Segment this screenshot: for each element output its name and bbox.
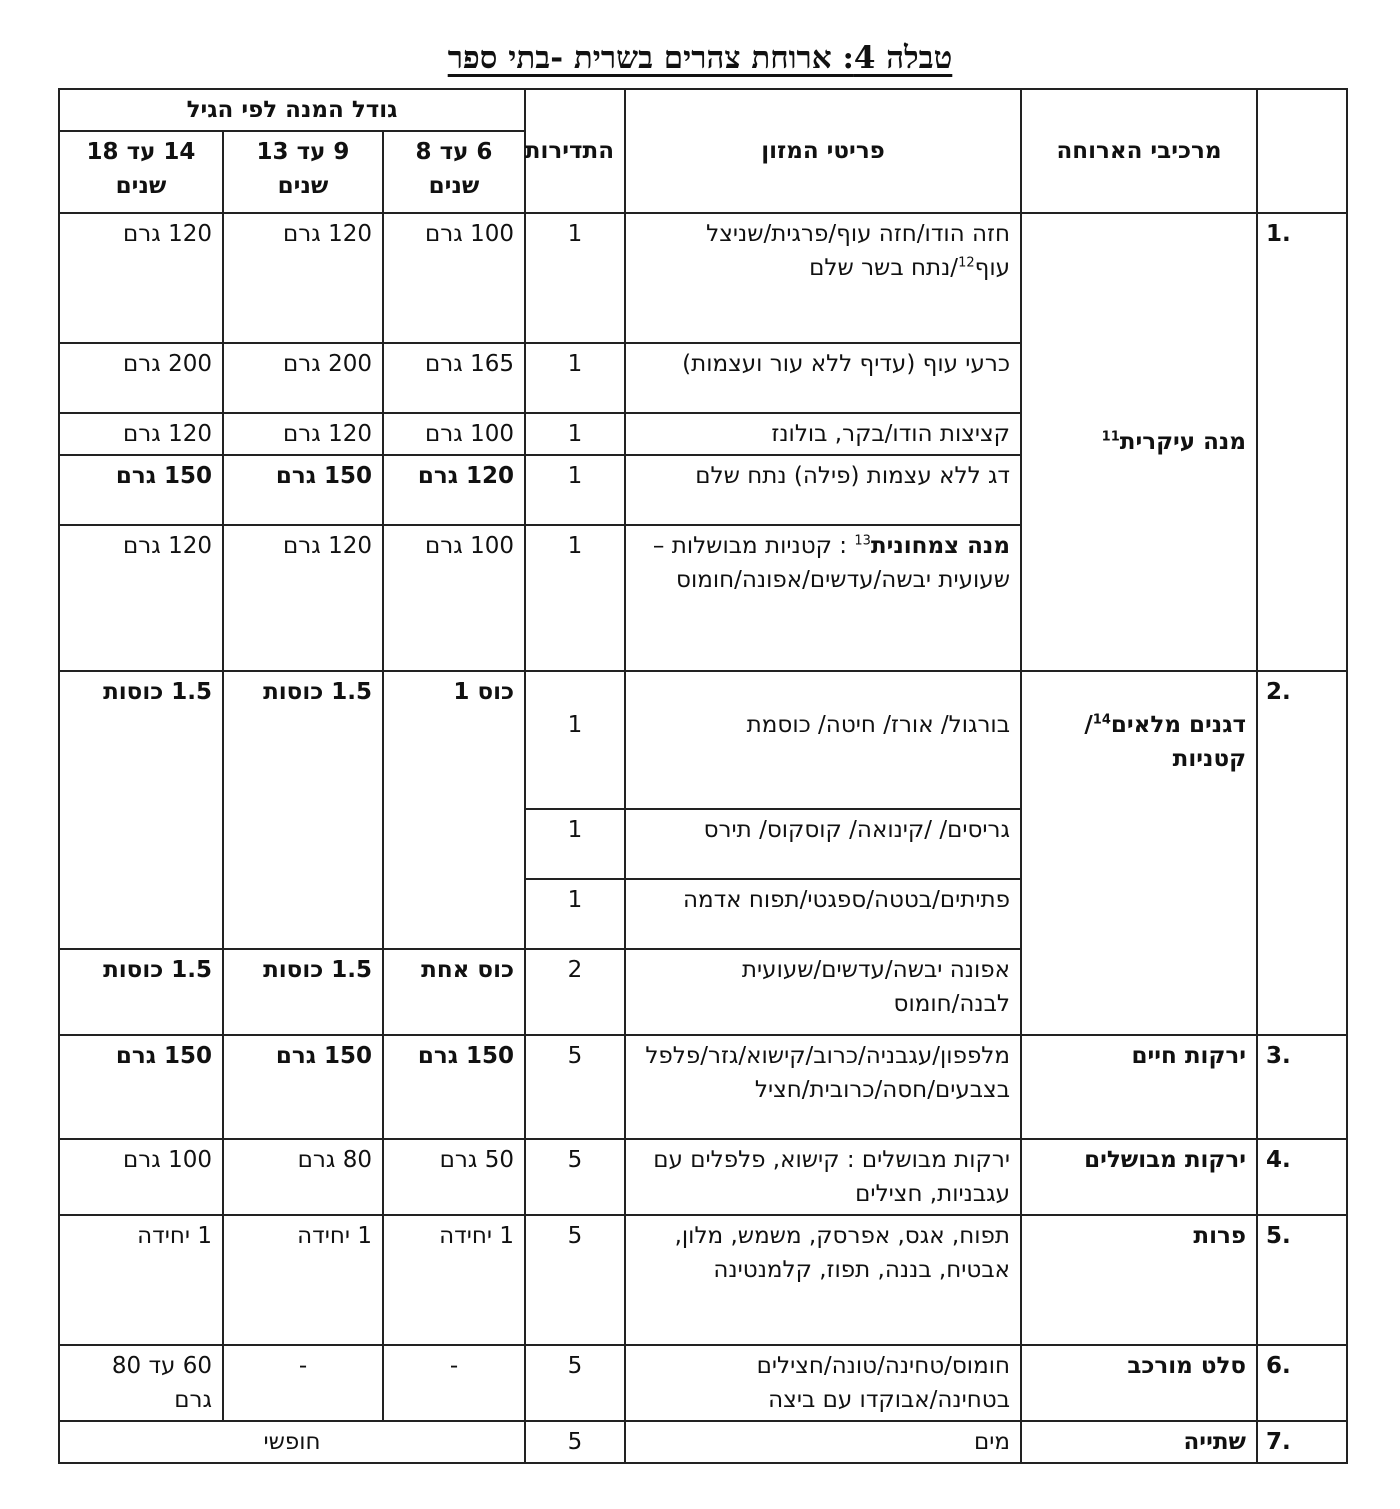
- frequency-cell: 5: [525, 1345, 625, 1421]
- header-components: מרכיבי הארוחה: [1021, 89, 1257, 213]
- portion-14-18: 150 גרם: [59, 455, 223, 525]
- portion-14-18: 1.5 כוסות: [59, 949, 223, 1035]
- portion-9-13: 120 גרם: [223, 413, 383, 455]
- portion-14-18: 120 גרם: [59, 525, 223, 671]
- portion-6-8: כוס 1: [383, 671, 525, 949]
- table-row: [59, 1215, 1347, 1345]
- portion-14-18: 150 גרם: [59, 1035, 223, 1139]
- portion-6-8: 165 גרם: [383, 343, 525, 413]
- frequency-cell: 1: [525, 671, 625, 809]
- section-name: שתייה: [1021, 1421, 1257, 1463]
- food-item: אפונה יבשה/עדשים/שעועית לבנה/חומוס: [625, 949, 1021, 1035]
- frequency-cell: 5: [525, 1421, 625, 1463]
- frequency-cell: 5: [525, 1035, 625, 1139]
- section-name: ירקות חיים: [1021, 1035, 1257, 1139]
- portion-6-8: 100 גרם: [383, 525, 525, 671]
- frequency-cell: 1: [525, 213, 625, 343]
- portion-6-8: -: [383, 1345, 525, 1421]
- food-item: מלפפון/עגבניה/כרוב/קישוא/גזר/פלפל בצבעים/חסה/כרובית/חציל: [625, 1035, 1021, 1139]
- portion-9-13: 120 גרם: [223, 213, 383, 343]
- table-row: [59, 1345, 1347, 1421]
- header-portion-by-age: גודל המנה לפי הגיל: [59, 89, 525, 131]
- portion-6-8: 120 גרם: [383, 455, 525, 525]
- portion-9-13: 120 גרם: [223, 525, 383, 671]
- header-food-items: פריטי המזון: [625, 89, 1021, 213]
- table-row: [59, 1139, 1347, 1215]
- food-item: חומוס/טחינה/טונה/חצילים בטחינה/אבוקדו עם ביצה: [625, 1345, 1021, 1421]
- portion-9-13: -: [223, 1345, 383, 1421]
- food-item: ירקות מבושלים : קישוא, פלפלים עם עגבניות, חצילים: [625, 1139, 1021, 1215]
- table-row: [59, 1421, 1347, 1463]
- section-number: .3: [1257, 1035, 1347, 1139]
- portion-9-13: 1.5 כוסות: [223, 671, 383, 949]
- table-row: [59, 1035, 1347, 1139]
- portion-14-18: 1.5 כוסות: [59, 671, 223, 949]
- food-item: פתיתים/בטטה/ספגטי/תפוח אדמה: [625, 879, 1021, 949]
- header-age-9-13: 9 עד 13 שנים: [223, 131, 383, 213]
- frequency-cell: 1: [525, 809, 625, 879]
- section-number: .2: [1257, 671, 1347, 1035]
- section-number: .1: [1257, 213, 1347, 671]
- header-row: [59, 89, 1347, 131]
- portion-9-13: 150 גרם: [223, 1035, 383, 1139]
- portion-6-8: 150 גרם: [383, 1035, 525, 1139]
- section-name: דגנים מלאים$^{14}$/ קטניות: [1021, 671, 1257, 1035]
- portion-14-18: 120 גרם: [59, 413, 223, 455]
- portion-6-8: כוס אחת: [383, 949, 525, 1035]
- portion-6-8: 100 גרם: [383, 213, 525, 343]
- portion-9-13: 200 גרם: [223, 343, 383, 413]
- food-item: תפוח, אגס, אפרסק, משמש, מלון, אבטיח, בננה, תפוז, קלמנטינה: [625, 1215, 1021, 1345]
- section-name: מנה עיקרית$^{11}$: [1021, 213, 1257, 671]
- table-row: [59, 671, 1347, 809]
- portion-14-18: 100 גרם: [59, 1139, 223, 1215]
- page-title: טבלה 4: ארוחת צהרים בשרית -בתי ספר: [447, 40, 953, 76]
- frequency-cell: 5: [525, 1215, 625, 1345]
- portion-6-8: 1 יחידה: [383, 1215, 525, 1345]
- header-age-6-8: 6 עד 8 שנים: [383, 131, 525, 213]
- frequency-cell: 2: [525, 949, 625, 1035]
- portion-14-18: 60 עד 80 גרם: [59, 1345, 223, 1421]
- section-number: .7: [1257, 1421, 1347, 1463]
- food-item: כרעי עוף (עדיף ללא עור ועצמות): [625, 343, 1021, 413]
- section-number: .5: [1257, 1215, 1347, 1345]
- portion-9-13: 80 גרם: [223, 1139, 383, 1215]
- table-row: [59, 213, 1347, 343]
- frequency-cell: 1: [525, 879, 625, 949]
- section-number: .4: [1257, 1139, 1347, 1215]
- food-item: בורגול/ אורז/ חיטה/ כוסמת: [625, 671, 1021, 809]
- food-item: חזה הודו/חזה עוף/פרגית/שניצל עוף$^{12}$/נתח בשר שלם: [625, 213, 1021, 343]
- portion-6-8: 50 גרם: [383, 1139, 525, 1215]
- portion-all-ages: חופשי: [59, 1421, 525, 1463]
- frequency-cell: 1: [525, 413, 625, 455]
- header-frequency: התדירות: [525, 89, 625, 213]
- frequency-cell: 1: [525, 525, 625, 671]
- frequency-cell: 1: [525, 455, 625, 525]
- food-item: גריסים/ /קינואה/ קוסקוס/ תירס: [625, 809, 1021, 879]
- food-item: דג ללא עצמות (פילה) נתח שלם: [625, 455, 1021, 525]
- section-name: פרות: [1021, 1215, 1257, 1345]
- section-name: ירקות מבושלים: [1021, 1139, 1257, 1215]
- portion-9-13: 150 גרם: [223, 455, 383, 525]
- portion-14-18: 1 יחידה: [59, 1215, 223, 1345]
- portion-14-18: 120 גרם: [59, 213, 223, 343]
- portion-14-18: 200 גרם: [59, 343, 223, 413]
- portion-6-8: 100 גרם: [383, 413, 525, 455]
- food-item: מנה צמחונית$^{13}$ : קטניות מבושלות – שעועית יבשה/עדשים/אפונה/חומוס: [625, 525, 1021, 671]
- frequency-cell: 1: [525, 343, 625, 413]
- frequency-cell: 5: [525, 1139, 625, 1215]
- food-item: מים: [625, 1421, 1021, 1463]
- header-num: [1257, 89, 1347, 213]
- header-age-14-18: 14 עד 18 שנים: [59, 131, 223, 213]
- lunch-table: [58, 88, 1348, 1464]
- section-name: סלט מורכב: [1021, 1345, 1257, 1421]
- food-item: קציצות הודו/בקר, בולונז: [625, 413, 1021, 455]
- portion-9-13: 1 יחידה: [223, 1215, 383, 1345]
- section-number: .6: [1257, 1345, 1347, 1421]
- portion-9-13: 1.5 כוסות: [223, 949, 383, 1035]
